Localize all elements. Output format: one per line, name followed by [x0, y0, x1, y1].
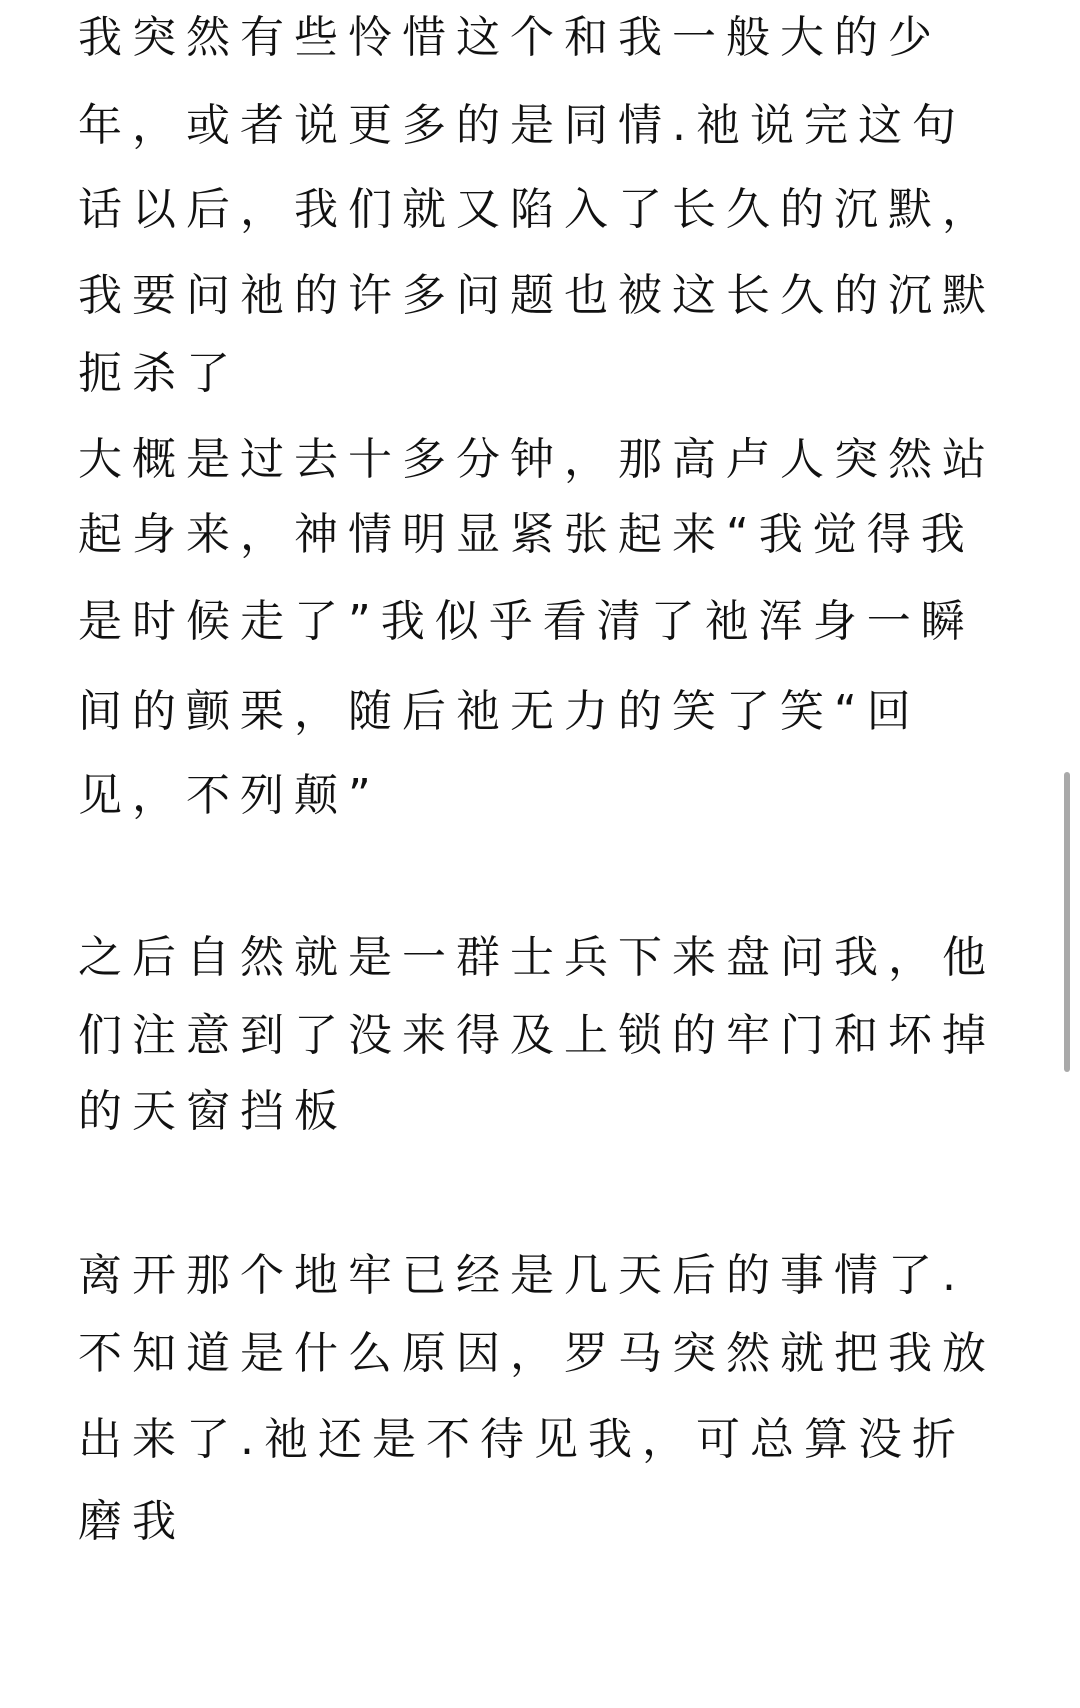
text-line: 之后自然就是一群士兵下来盘问我，他: [78, 932, 996, 983]
text-line: 们注意到了没来得及上锁的牢门和坏掉: [78, 1010, 996, 1061]
text-line: 我要问祂的许多问题也被这长久的沉默: [78, 270, 996, 321]
text-line: 磨我: [78, 1496, 186, 1547]
text-line: 离开那个地牢已经是几天后的事情了.: [78, 1250, 966, 1301]
text-line: 出来了.祂还是不待见我，可总算没折: [78, 1414, 966, 1465]
text-line: 是时候走了”我似乎看清了祂浑身一瞬: [78, 596, 975, 647]
text-line: 见，不列颠”: [78, 770, 381, 821]
text-line: 年，或者说更多的是同情.祂说完这句: [78, 100, 966, 151]
vertical-scrollbar[interactable]: [1064, 772, 1070, 1072]
text-line: 的天窗挡板: [78, 1086, 348, 1137]
text-line: 起身来，神情明显紧张起来“我觉得我: [78, 509, 975, 560]
text-line: 扼杀了: [78, 348, 240, 399]
text-line: 不知道是什么原因，罗马突然就把我放: [78, 1328, 996, 1379]
text-line: 大概是过去十多分钟，那高卢人突然站: [78, 434, 996, 485]
text-line: 话以后，我们就又陷入了长久的沉默，: [78, 184, 996, 235]
text-line: 我突然有些怜惜这个和我一般大的少: [78, 12, 942, 63]
text-line: 间的颤栗，随后祂无力的笑了笑“回: [78, 686, 921, 737]
